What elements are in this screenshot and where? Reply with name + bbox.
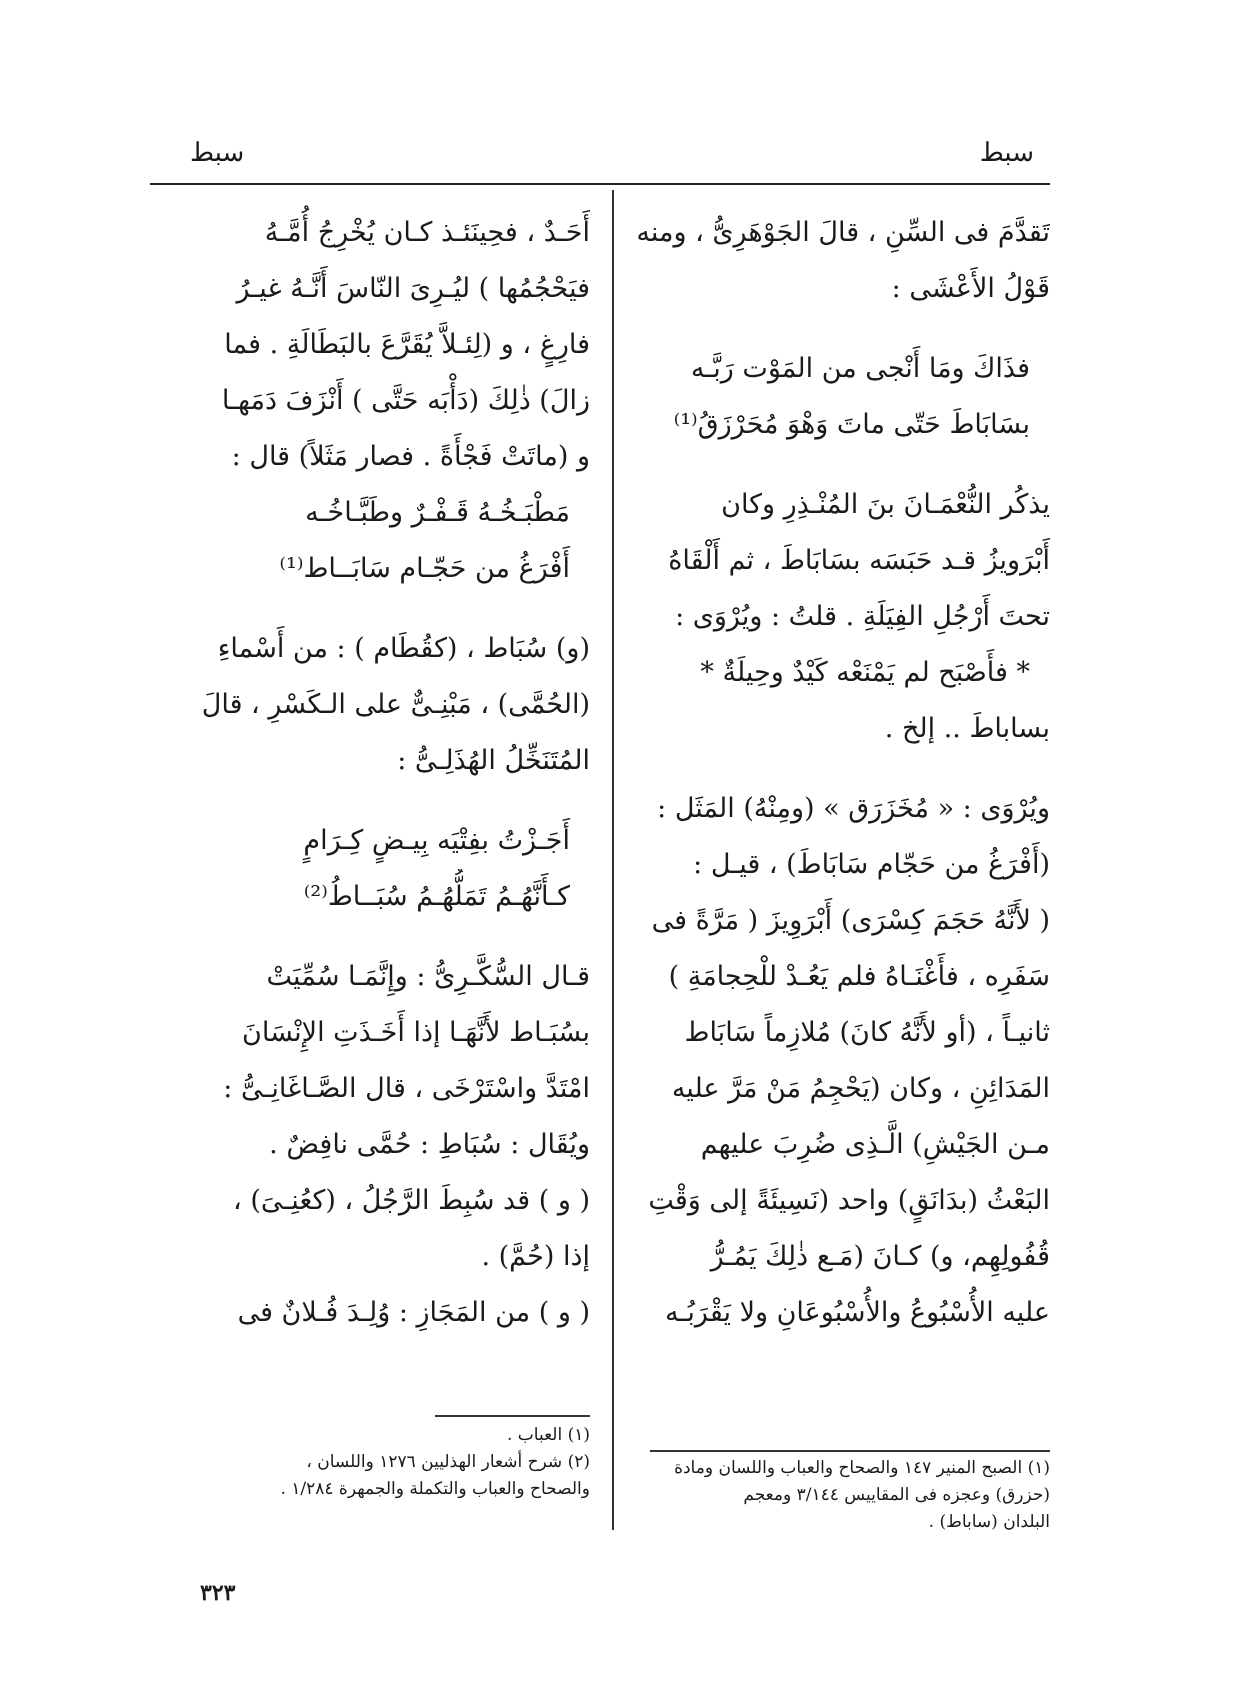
text-line: مـن الجَيْشِ) الَّـذِى ضُرِبَ عليهم xyxy=(700,1129,1050,1160)
text-line: امْتَدَّ واسْتَرْخَى ، قال الصَّـاغَانِـىُّ : xyxy=(223,1073,590,1104)
footnote-line: والصحاح والعباب والتكملة والجمهرة ١/٢٨٤ . xyxy=(280,1479,590,1499)
text-line: بسُبَـاط لأَنَّهَـا إذا أَخَـذَتِ الإِنْسَانَ xyxy=(242,1017,590,1048)
footnote-line: (١) العباب . xyxy=(506,1425,590,1445)
text-line: يذكُر النُّعْمَـانَ بنَ المُنْـذِرِ وكان xyxy=(721,489,1050,520)
text-line: عليه الأُسْبُوعُ والأُسْبُوعَانِ ولا يَقْرَبُـه xyxy=(665,1297,1050,1328)
text-line: بساباطَ .. إلخ . xyxy=(884,713,1050,744)
text-line: إذا (حُمَّ) . xyxy=(481,1241,590,1272)
text-line: أَحَـدٌ ، فحِينَئـذ كـان يُخْرِجُ أُمَّـهُ xyxy=(264,217,590,248)
text-line: المَدَائِنِ ، وكان (يَحْجِمُ مَنْ مَرَّ عليه xyxy=(671,1073,1050,1104)
verse-line: مَطْبَـخُـهُ قَـفْـرٌ وطَبَّـاخُـه xyxy=(305,497,570,528)
text-line: (أَفْرَغُ من حَجّام سَابَاطَ) ، قيـل : xyxy=(693,849,1050,880)
text-line: سَفَرِه ، فأَغْنَـاهُ فلم يَعُـدْ للْحِجامَةِ ) xyxy=(668,961,1050,992)
text-line: (الحُمَّى) ، مَبْنِـىٌّ على الـكَسْرِ ، قالَ xyxy=(201,689,590,720)
footnote-line: (٢) شرح أشعار الهذليين ١٢٧٦ واللسان ، xyxy=(306,1452,590,1472)
footnote-line: البلدان (ساباط) . xyxy=(928,1512,1050,1532)
footnote-line: (حزرق) وعجزه فى المقاييس ٣/١٤٤ ومعجم xyxy=(743,1485,1050,1505)
text-line: (و) سُبَاط ، (كقُطَام ) : من أَسْماءِ xyxy=(217,633,590,664)
text-line: قَوْلُ الأَعْشَى : xyxy=(891,273,1050,304)
header-right-title: سبط xyxy=(979,138,1034,168)
page-number: ٣٢٣ xyxy=(200,1580,236,1606)
footnote-rule-right xyxy=(650,1450,1050,1452)
text-line: قُفُولِهِم، و) كـانَ (مَـع ذٰلِكَ يَمُـرُّ xyxy=(710,1241,1050,1272)
text-line: زالَ) ذٰلِكَ (دَأْبَه حَتَّى ) أَنْزَفَ دَمَهـا xyxy=(221,385,590,416)
header-left-title: سبط xyxy=(190,138,245,168)
text-line: المُتَنَخِّلُ الهُذَلِـىُّ : xyxy=(397,745,590,776)
text-line: فيَحْجُمُها ) ليُـرِىَ النّاسَ أَنَّـهُ غيـرُ xyxy=(236,273,590,304)
verse-line: أَفْرَغُ من حَجّـام سَابَــاط⁽¹⁾ xyxy=(279,553,570,584)
header-rule xyxy=(150,183,1050,185)
text-line: ( و ) من المَجَازِ : وُلِـدَ فُـلانٌ فى xyxy=(237,1297,590,1328)
text-line: ويُقَال : سُبَاطِ : حُمَّى نافِضٌ . xyxy=(269,1129,590,1160)
verse-line: أَجَـزْتُ بفِتْيَه بِيـضٍ كِـرَامٍ xyxy=(303,825,570,856)
verse-line: * فأَصْبَح لم يَمْنَعْه كَيْدٌ وحِيلَةٌ * xyxy=(700,657,1030,688)
footnote-line: (١) الصبح المنير ١٤٧ والصحاح والعباب واللسان ومادة xyxy=(674,1458,1050,1478)
verse-line: فذَاكَ ومَا أَنْجى من المَوْت رَبَّـه xyxy=(690,353,1030,384)
verse-line: كـأَنَّهُـمُ تَمَلُّهُـمُ سُبَــاطُ⁽²⁾ xyxy=(303,881,570,912)
right-column xyxy=(630,205,1050,1341)
text-line: ثانيـاً ، (أو لأَنَّهُ كانَ) مُلازِماً سَابَاط xyxy=(684,1017,1050,1048)
text-line: قـال السُّكَّـرِىُّ : وإِنَّمَـا سُمِّيَتْ xyxy=(266,961,590,992)
text-line: أَبْرَويزُ قـد حَبَسَه بسَابَاطَ ، ثم أَلْقَاهُ xyxy=(668,545,1050,576)
verse-line: بسَابَاطَ حَتّى ماتَ وَهْوَ مُحَرْزَقُ⁽¹⁾ xyxy=(673,409,1030,440)
text-line: و (ماتَتْ فَجْأَةً . فصار مَثَلاً) قال : xyxy=(231,441,590,472)
footnotes-left xyxy=(150,1422,590,1503)
text-line: البَعْثُ (بدَانَقٍ) واحد (نَسِيئَةً إلى وَقْتِ xyxy=(648,1185,1050,1216)
text-line: تَقدَّمَ فى السِّنِ ، قالَ الجَوْهَرِىُّ ، ومنه xyxy=(636,217,1050,248)
footnote-rule-left xyxy=(435,1415,590,1417)
footnotes-right xyxy=(640,1455,1050,1536)
text-line: ويُرْوَى : « مُخَزَرَق » (ومِنْهُ) المَثَل : xyxy=(657,793,1050,824)
text-line: تحتَ أَرْجُلِ الفِيَلَةِ . قلتُ : ويُرْوَى : xyxy=(675,601,1050,632)
text-line: ( لأَنَّهُ حَجَمَ كِسْرَى) أَبْرَوِيزَ ( مَرَّةً فى xyxy=(651,905,1050,936)
text-line: ( و ) قد سُبِطَ الرَّجُلُ ، (كعُنِـىَ) ، xyxy=(233,1185,590,1216)
text-line: فارِغٍ ، و (لِئـلاَّ يُقَرَّعَ بالبَطَالَةِ . فما xyxy=(224,329,590,360)
column-divider xyxy=(612,190,614,1530)
left-column xyxy=(150,205,590,1341)
